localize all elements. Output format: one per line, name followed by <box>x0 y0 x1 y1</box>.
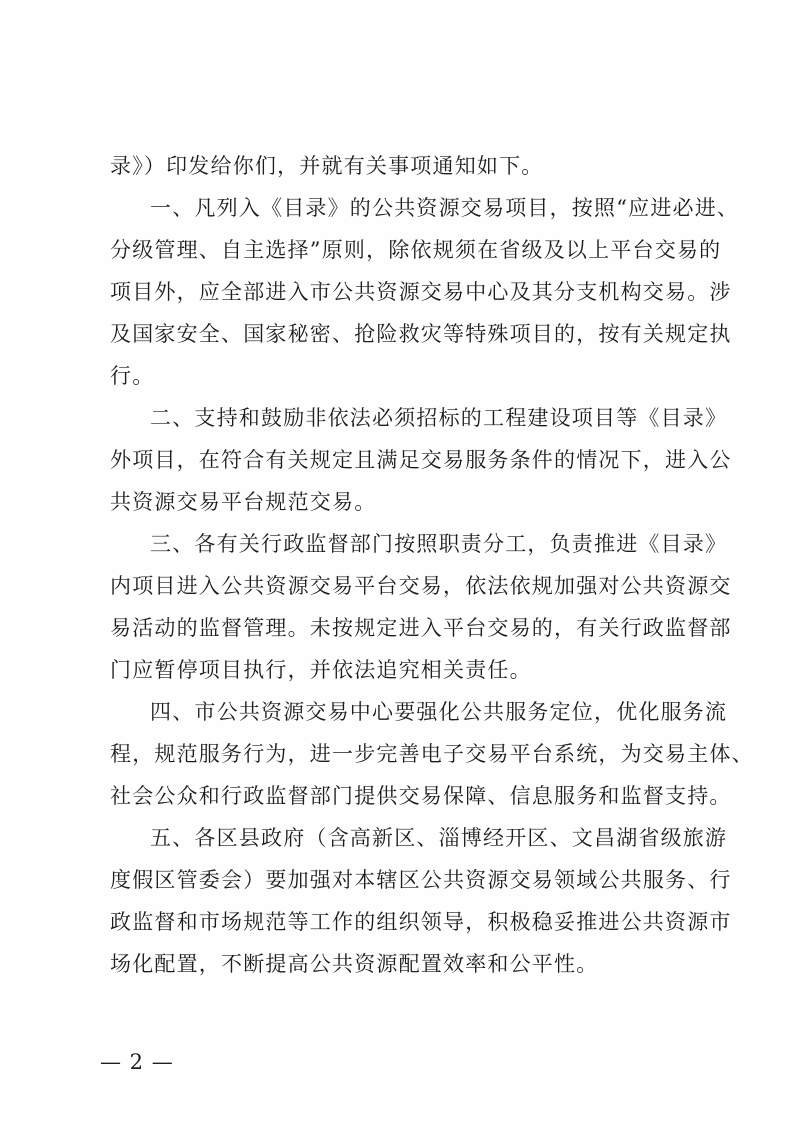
document-body <box>110 145 754 985</box>
text-line: 项目外，应全部进入市公共资源交易中心及其分支机构交易。涉 <box>110 280 732 304</box>
text-line: 分级管理、自主选择”原则，除依规须在省级及以上平台交易的 <box>110 238 722 262</box>
text-line: 外项目，在符合有关规定且满足交易服务条件的情况下，进入公 <box>110 448 732 472</box>
text-line: 及国家安全、国家秘密、抢险救灾等特殊项目的，按有关规定执 <box>110 322 732 346</box>
text-line: 易活动的监督管理。未按规定进入平台交易的，有关行政监督部 <box>110 616 732 640</box>
text-line: 共资源交易平台规范交易。 <box>110 490 377 514</box>
page-number: — 2 — <box>100 1050 174 1074</box>
text-line: 度假区管委会）要加强对本辖区公共资源交易领域公共服务、行 <box>110 868 732 892</box>
paragraph-4-line: 四、市公共资源交易中心要强化公共服务定位，优化服务流 <box>150 700 728 724</box>
text-line: 场化配置，不断提高公共资源配置效率和公平性。 <box>110 952 599 976</box>
text-line: 录》）印发给你们，并就有关事项通知如下。 <box>110 154 544 178</box>
paragraph-1-line: 一、凡列入《目录》的公共资源交易项目，按照“应进必进、 <box>150 196 740 220</box>
text-line: 内项目进入公共资源交易平台交易，依法依规加强对公共资源交 <box>110 574 732 598</box>
text-line: 社会公众和行政监督部门提供交易保障、信息服务和监督支持。 <box>110 784 732 808</box>
paragraph-5-line: 五、各区县政府（含高新区、淄博经开区、文昌湖省级旅游 <box>150 826 728 850</box>
text-line: 程，规范服务行为，进一步完善电子交易平台系统，为交易主体、 <box>110 742 754 766</box>
text-line: 门应暂停项目执行，并依法追究相关责任。 <box>110 658 532 682</box>
text-line: 行。 <box>110 364 155 388</box>
text-line: 政监督和市场规范等工作的组织领导，积极稳妥推进公共资源市 <box>110 910 732 934</box>
paragraph-2-line: 二、支持和鼓励非依法必须招标的工程建设项目等《目录》 <box>150 406 728 430</box>
paragraph-3-line: 三、各有关行政监督部门按照职责分工，负责推进《目录》 <box>150 532 728 556</box>
